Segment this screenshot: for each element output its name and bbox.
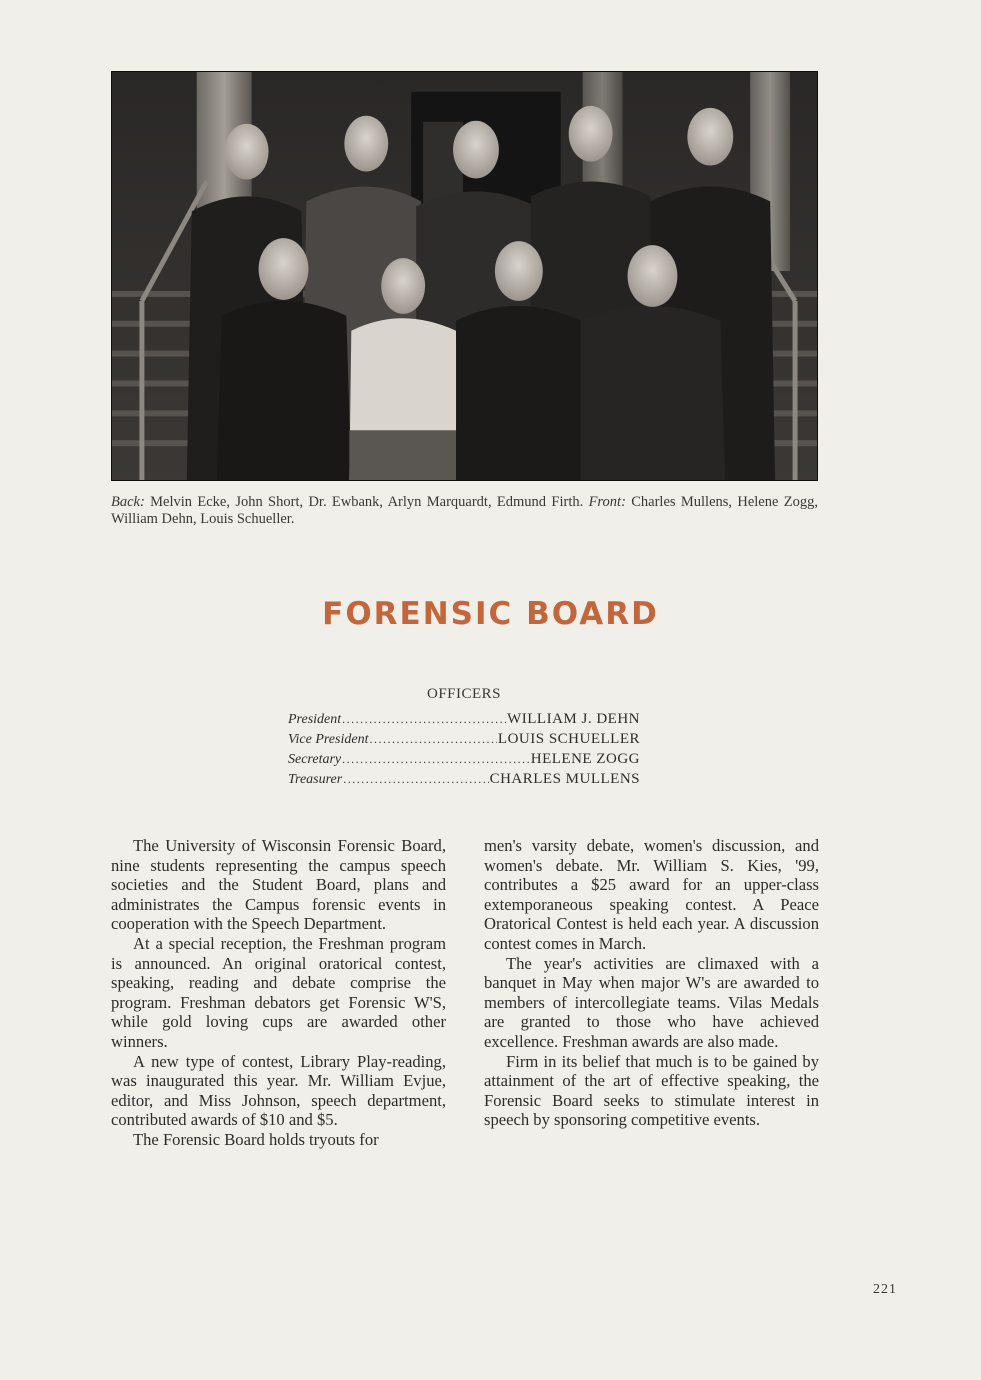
body-column-right (484, 836, 819, 1130)
officer-name: LOUIS SCHUELLER (497, 731, 640, 747)
officer-name: WILLIAM J. DEHN (507, 711, 640, 727)
officers-list (288, 711, 640, 791)
body-paragraph: The Forensic Board holds tryouts for (133, 1129, 379, 1149)
officers-heading: OFFICERS (426, 686, 502, 702)
photo-caption (111, 494, 818, 528)
officer-role: President (288, 712, 342, 727)
officer-row (288, 771, 640, 791)
officer-role: Treasurer (288, 772, 343, 787)
caption-back-names: Melvin Ecke, John Short, Dr. Ewbank, Arlyn Marquardt, Edmund Firth. (150, 494, 584, 510)
body-paragraph: The University of Wisconsin Forensic Board, nine students representing the campus speech societies and the Student Board, plans and administrates the Campus forensic events in cooperation with the Speech Department. (111, 836, 446, 934)
body-paragraph: men's varsity debate, women's discussion, and women's debate. Mr. William S. Kies, '99, contributes a $25 award for an upper-class extemporaneous speaking contest. A Peace Oratorical Contest is held each year. A discussion contest comes in March. (484, 836, 819, 953)
body-paragraph: Firm in its belief that much is to be gained by attainment of the art of effective speaking, the Forensic Board seeks to stimulate interest in speech by sponsoring competitive events. (484, 1051, 819, 1130)
caption-front-label: Front: (588, 494, 626, 510)
officer-row (288, 711, 640, 731)
body-paragraph: The year's activities are climaxed with a banquet in May when major W's are awarded to members of intercollegiate teams. Vilas Medals are granted to those who have achieved excellence. Freshman awards are also made. (484, 953, 819, 1051)
group-photo-illustration (112, 72, 817, 480)
body-paragraph: A new type of contest, Library Play-reading, was inaugurated this year. Mr. William Evjue, editor, and Miss Johnson, speech department, contributed awards of $10 and $5. (111, 1051, 446, 1130)
officer-name: CHARLES MULLENS (489, 771, 640, 787)
page-title: FORENSIC BOARD (322, 596, 659, 632)
officer-leader-dots (342, 752, 530, 767)
officer-name: HELENE ZOGG (530, 751, 640, 767)
caption-front-names: Charles Mullens, Helene Zogg, William Dehn, Louis Schueller. (111, 494, 819, 527)
page-number: 221 (873, 1282, 897, 1297)
officer-leader-dots (343, 772, 488, 787)
officer-leader-dots (342, 712, 506, 727)
body-paragraph: At a special reception, the Freshman program is announced. An original oratorical contest, speaking, reading and debate comprise the program. Freshman debators get Forensic W'S, while gold loving cups are awarded other winners. (111, 933, 446, 1051)
officer-role: Secretary (288, 752, 342, 767)
caption-back-label: Back: (111, 494, 145, 510)
officer-row (288, 731, 640, 751)
officer-role: Vice President (288, 732, 369, 747)
officer-leader-dots (369, 732, 496, 747)
body-column-left (111, 836, 446, 1150)
group-photo (111, 71, 818, 481)
officer-row (288, 751, 640, 771)
